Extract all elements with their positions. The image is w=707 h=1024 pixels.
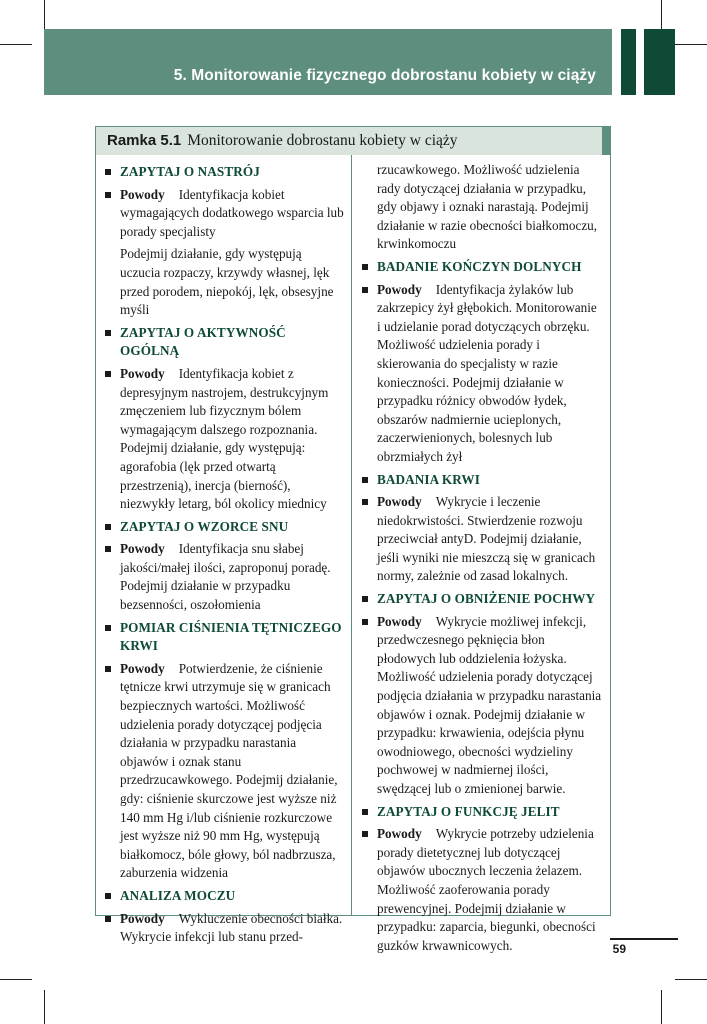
paragraph-label: Powody <box>377 826 422 842</box>
crop-mark <box>0 979 32 980</box>
crop-mark <box>0 44 32 45</box>
section-paragraph <box>104 540 344 614</box>
section-paragraph <box>361 613 603 799</box>
heading-text: ZAPYTAJ O FUNKCJĘ JELIT <box>377 803 560 819</box>
bullet-icon <box>105 192 111 198</box>
section-heading <box>104 887 344 906</box>
crop-mark <box>44 990 45 1024</box>
section-paragraph <box>361 825 603 955</box>
bullet-icon <box>362 596 368 602</box>
paragraph-text: Identyfikacja żylaków lub zakrzepicy żył głębokich. Monitorowanie i udzielanie porad dotyczących obrzęku. Możliwość udzielenia porady i skierowania do specjalisty w razie konieczności. Podejmij działanie w przypadku różnicy obwodów łydek, obszarów nadmiernie ucieplonych, zaczerwienionych, bolesnych lub obrzmiałych żył <box>377 281 597 464</box>
paragraph-text: Wykrycie i leczenie niedokrwistości. Stwierdzenie rozwoju przeciwciał antyD. Podejmij działanie, jeśli wyniki nie mieszczą się w granicach normy, zależnie od zasad lokalnych. <box>377 494 596 584</box>
paragraph-text: Identyfikacja snu słabej jakości/małej ilości, zaproponuj poradę. Podejmij działanie w przypadku bezsenności, oszołomienia <box>120 541 331 613</box>
bullet-icon <box>362 619 368 625</box>
bullet-icon <box>105 916 111 922</box>
paragraph-text: Wykrycie możliwej infekcji, przedwczesnego pęknięcia błon płodowych lub oddzielenia łożyska. Możliwość udzielenia porady dotyczącej podjęcia działania w przypadku narastania objawów i oznak. Podejmij działanie w przypadku: krwawienia, odejścia płynu owodniowego, obecności wydzieliny pochwowej w nadmiernej ilości, swędzącej lub o zmienionej barwie. <box>377 613 602 796</box>
paragraph-label: Powody <box>120 541 165 557</box>
bullet-icon <box>105 524 111 530</box>
paragraph-label: Powody <box>377 494 422 510</box>
heading-text: POMIAR CIŚNIENIA TĘTNICZEGO KRWI <box>120 619 342 654</box>
bullet-icon <box>105 893 111 899</box>
column-divider <box>351 155 352 915</box>
paragraph-continuation: rzucawkowego. Możliwość udzielenia rady dotyczącej działania w przypadku, gdy objawy i oznaki narastają. Podejmij działanie w razie obecności białkomoczu, krwinkomoczu <box>377 162 598 252</box>
section-heading <box>361 590 603 609</box>
section-paragraph <box>361 493 603 586</box>
bullet-icon <box>105 330 111 336</box>
bullet-icon <box>105 169 111 175</box>
header-bar <box>621 29 636 95</box>
section-heading <box>104 163 344 182</box>
paragraph-label: Powody <box>120 365 165 381</box>
bullet-icon <box>362 287 368 293</box>
box-title-text: Monitorowanie dobrostanu kobiety w ciąży <box>187 132 458 149</box>
crop-mark <box>661 990 662 1024</box>
heading-text: ANALIZA MOCZU <box>120 887 236 903</box>
paragraph-label: Powody <box>377 613 422 629</box>
box-label: Ramka 5.1 <box>107 132 182 149</box>
heading-text: ZAPYTAJ O OBNIŻENIE POCHWY <box>377 591 596 607</box>
box-header <box>96 127 610 155</box>
paragraph-text: Identyfikacja kobiet z depresyjnym nastrojem, destrukcyjnym zmęczeniem lub fizycznym bólem wymagającym dalszego rozpoznania. Podejmij działanie, gdy występują: agorafobia (lęk przed otwartą przestrzenią), inercja (bierność), niezwykły letarg, ból okolicy miednicy <box>120 365 329 512</box>
heading-text: BADANIA KRWI <box>377 471 480 487</box>
section-heading <box>104 324 344 361</box>
frame-box <box>95 126 611 953</box>
crop-mark <box>675 44 707 45</box>
bullet-icon <box>362 809 368 815</box>
paragraph-text: Wykrycie potrzeby udzielenia porady dietetycznej lub dotyczącej objawów ubocznych leczenia żelazem. Możliwość zaoferowania porady prewencyjnej. Podejmij działanie w przypadku: zaparcia, biegunki, obecności guzków krwawnicowych. <box>377 826 596 953</box>
bullet-icon <box>105 666 111 672</box>
section-heading <box>104 518 344 537</box>
heading-text: BADANIE KOŃCZYN DOLNYCH <box>377 258 582 274</box>
bullet-icon <box>105 625 111 631</box>
heading-text: ZAPYTAJ O AKTYWNOŚĆ OGÓLNĄ <box>120 324 286 359</box>
paragraph-continuation: Podejmij działanie, gdy występują uczucia rozpaczy, krzywdy własnej, lęk przed porodem, niepokój, lęk, obsesyjne myśli <box>120 246 334 318</box>
section-heading <box>361 803 603 822</box>
heading-text: ZAPYTAJ O NASTRÓJ <box>120 164 260 179</box>
header-bar <box>644 29 675 95</box>
bullet-icon <box>362 831 368 837</box>
bullet-icon <box>362 477 368 483</box>
section-paragraph <box>104 910 344 947</box>
box-title <box>107 132 458 150</box>
paragraph-label: Powody <box>377 281 422 297</box>
bullet-icon <box>105 371 111 377</box>
chapter-header <box>44 29 612 95</box>
heading-text: ZAPYTAJ O WZORCE SNU <box>120 518 289 534</box>
paragraph-text: Wykluczenie obecności białka. Wykrycie infekcji lub stanu przed- <box>120 910 343 945</box>
section-heading <box>361 258 603 277</box>
paragraph-text: Identyfikacja kobiet wymagających dodatkowego wsparcia lub porady specjalisty <box>120 186 344 239</box>
crop-mark <box>675 979 707 980</box>
section-paragraph <box>361 281 603 467</box>
bullet-icon <box>105 546 111 552</box>
paragraph-label: Powody <box>120 186 165 202</box>
chapter-title: 5. Monitorowanie fizycznego dobrostanu kobiety w ciąży <box>173 67 596 84</box>
right-column <box>361 161 603 959</box>
bullet-icon <box>362 499 368 505</box>
page-number: 59 <box>612 942 626 956</box>
section-paragraph <box>104 365 344 514</box>
section-paragraph <box>104 660 344 883</box>
section-paragraph <box>104 186 344 242</box>
page-number-rule <box>610 938 678 940</box>
left-column <box>104 159 344 951</box>
section-heading <box>361 471 603 490</box>
paragraph-text: Potwierdzenie, że ciśnienie tętnicze krwi utrzymuje się w granicach bezpiecznych wartości. Możliwość udzielenia porady dotyczącej podjęcia działania w przypadku narastania objawów i oznak stanu przedrzucawkowego. Podejmij działanie, gdy: ciśnienie skurczowe jest wyższe niż 140 mm Hg i/lub ciśnienie rozkurczowe jest wyższe niż 90 mm Hg, występują białkomocz, bóle głowy, ból nadbrzusza, zaburzenia widzenia <box>120 660 338 881</box>
paragraph-label: Powody <box>120 910 165 926</box>
paragraph-label: Powody <box>120 660 165 676</box>
section-heading <box>104 619 344 656</box>
bullet-icon <box>362 264 368 270</box>
